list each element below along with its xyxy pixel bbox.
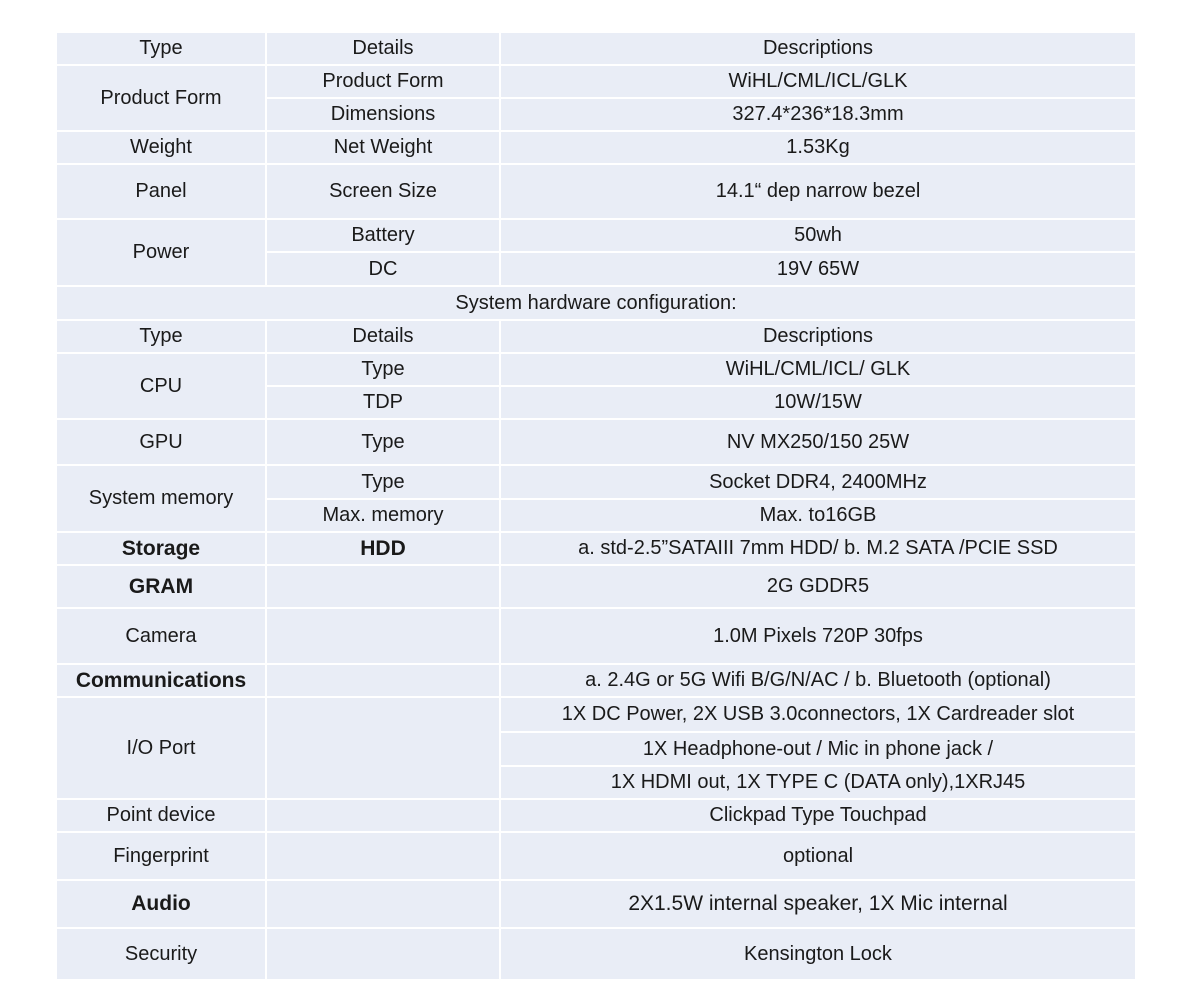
spec-table bbox=[55, 31, 1137, 981]
details-cell: HDD bbox=[266, 532, 500, 565]
details-cell: Battery bbox=[266, 219, 500, 252]
table-row bbox=[56, 65, 1136, 98]
type-cell: Communications bbox=[56, 664, 266, 697]
type-cell: Storage bbox=[56, 532, 266, 565]
type-cell: Fingerprint bbox=[56, 832, 266, 880]
table-row bbox=[56, 419, 1136, 465]
type-cell: Panel bbox=[56, 164, 266, 219]
description-cell: 2X1.5W internal speaker, 1X Mic internal bbox=[500, 880, 1136, 928]
description-cell: 1.0M Pixels 720P 30fps bbox=[500, 608, 1136, 664]
header-descriptions: Descriptions bbox=[500, 320, 1136, 353]
type-cell: System memory bbox=[56, 465, 266, 532]
header-details: Details bbox=[266, 32, 500, 65]
section-title: System hardware configuration: bbox=[56, 286, 1136, 320]
type-cell: Power bbox=[56, 219, 266, 286]
description-cell: 1X HDMI out, 1X TYPE C (DATA only),1XRJ45 bbox=[500, 766, 1136, 799]
table-row bbox=[56, 353, 1136, 386]
type-cell: GPU bbox=[56, 419, 266, 465]
description-cell: 10W/15W bbox=[500, 386, 1136, 419]
description-cell: 327.4*236*18.3mm bbox=[500, 98, 1136, 131]
description-cell: NV MX250/150 25W bbox=[500, 419, 1136, 465]
table-row bbox=[56, 664, 1136, 697]
details-cell bbox=[266, 832, 500, 880]
table-row bbox=[56, 532, 1136, 565]
table-row bbox=[56, 131, 1136, 164]
description-cell: a. 2.4G or 5G Wifi B/G/N/AC / b. Bluetooth (optional) bbox=[500, 664, 1136, 697]
description-cell: optional bbox=[500, 832, 1136, 880]
table-row bbox=[56, 697, 1136, 732]
details-cell: Screen Size bbox=[266, 164, 500, 219]
details-cell: TDP bbox=[266, 386, 500, 419]
description-cell: Kensington Lock bbox=[500, 928, 1136, 980]
details-cell: Type bbox=[266, 465, 500, 499]
description-cell: Socket DDR4, 2400MHz bbox=[500, 465, 1136, 499]
description-cell: 50wh bbox=[500, 219, 1136, 252]
details-cell bbox=[266, 799, 500, 832]
description-cell: 1X Headphone-out / Mic in phone jack / bbox=[500, 732, 1136, 766]
details-cell bbox=[266, 565, 500, 608]
section-title-row bbox=[56, 286, 1136, 320]
details-cell bbox=[266, 608, 500, 664]
table-row bbox=[56, 799, 1136, 832]
type-cell: CPU bbox=[56, 353, 266, 419]
header-type: Type bbox=[56, 32, 266, 65]
header-type: Type bbox=[56, 320, 266, 353]
details-cell bbox=[266, 880, 500, 928]
type-cell: Weight bbox=[56, 131, 266, 164]
type-cell: GRAM bbox=[56, 565, 266, 608]
type-cell: Security bbox=[56, 928, 266, 980]
description-cell: WiHL/CML/ICL/ GLK bbox=[500, 353, 1136, 386]
description-cell: 2G GDDR5 bbox=[500, 565, 1136, 608]
details-cell: DC bbox=[266, 252, 500, 286]
details-cell: Product Form bbox=[266, 65, 500, 98]
header-descriptions: Descriptions bbox=[500, 32, 1136, 65]
table-row bbox=[56, 465, 1136, 499]
description-cell: a. std-2.5”SATAIII 7mm HDD/ b. M.2 SATA /PCIE SSD bbox=[500, 532, 1136, 565]
table-row bbox=[56, 880, 1136, 928]
type-cell: Audio bbox=[56, 880, 266, 928]
description-cell: WiHL/CML/ICL/GLK bbox=[500, 65, 1136, 98]
details-cell: Type bbox=[266, 419, 500, 465]
details-cell bbox=[266, 664, 500, 697]
details-cell bbox=[266, 928, 500, 980]
table-row bbox=[56, 928, 1136, 980]
table-row bbox=[56, 164, 1136, 219]
table-row bbox=[56, 219, 1136, 252]
description-cell: Max. to16GB bbox=[500, 499, 1136, 532]
description-cell: 1X DC Power, 2X USB 3.0connectors, 1X Cardreader slot bbox=[500, 697, 1136, 732]
type-cell: Product Form bbox=[56, 65, 266, 131]
type-cell: Camera bbox=[56, 608, 266, 664]
details-cell: Type bbox=[266, 353, 500, 386]
type-cell: Point device bbox=[56, 799, 266, 832]
type-cell: I/O Port bbox=[56, 697, 266, 799]
table-header-row bbox=[56, 320, 1136, 353]
table-header-row bbox=[56, 32, 1136, 65]
table-row bbox=[56, 608, 1136, 664]
details-cell: Net Weight bbox=[266, 131, 500, 164]
description-cell: Clickpad Type Touchpad bbox=[500, 799, 1136, 832]
header-details: Details bbox=[266, 320, 500, 353]
description-cell: 1.53Kg bbox=[500, 131, 1136, 164]
description-cell: 14.1“ dep narrow bezel bbox=[500, 164, 1136, 219]
table-row bbox=[56, 565, 1136, 608]
description-cell: 19V 65W bbox=[500, 252, 1136, 286]
details-cell: Max. memory bbox=[266, 499, 500, 532]
details-cell: Dimensions bbox=[266, 98, 500, 131]
table-row bbox=[56, 832, 1136, 880]
details-cell bbox=[266, 697, 500, 799]
